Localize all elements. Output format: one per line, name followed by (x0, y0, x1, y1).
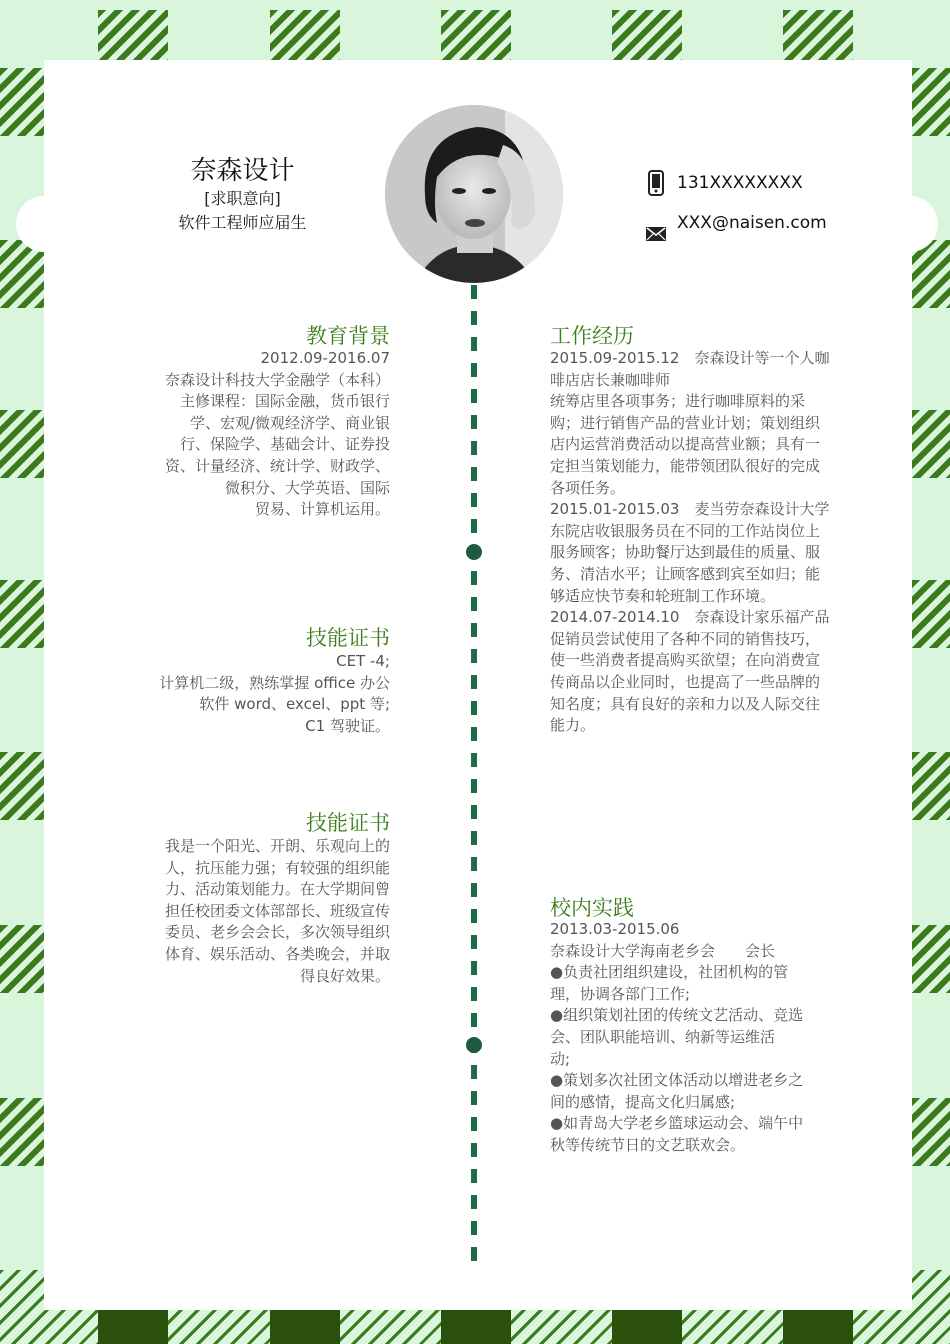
work-line: 定担当策划能力，能带领团队很好的完成 (550, 456, 821, 475)
timeline-line (471, 285, 477, 1270)
education-body (140, 348, 390, 521)
education-line: 资、计量经济、统计学、财政学、 (164, 456, 390, 475)
email-address: XXX@naisen.com (677, 213, 827, 233)
work-line: 服务顾客；协助餐厅达到最佳的质量、服 (550, 543, 821, 562)
self-title: 技能证书 (306, 811, 390, 835)
candidate-name: 奈森设计 (190, 156, 295, 186)
work-line: 东院店收银服务员在不同的工作站岗位上 (550, 521, 821, 540)
campus-line: 动; (550, 1049, 571, 1068)
phone-number: 131XXXXXXXX (677, 173, 803, 193)
campus-line: 秋等传统节日的文艺联欢会。 (550, 1135, 746, 1154)
self-line: 委员、老乡会会长，多次领导组织 (164, 923, 390, 942)
self-line: 人，抗压能力强；有较强的组织能 (164, 858, 390, 877)
job-intent-label: [求职意向] (204, 189, 281, 208)
campus-line: ●如青岛大学老乡篮球运动会、端午中 (550, 1114, 804, 1133)
timeline-dot (466, 544, 482, 560)
skills-body (140, 651, 390, 737)
education-line: 奈森设计科技大学金融学（本科） (164, 370, 390, 389)
work-line: 购；进行销售产品的营业计划；策划组织 (550, 413, 821, 432)
timeline-dot (466, 1037, 482, 1053)
campus-line: ●组织策划社团的传统文艺活动、竞选 (550, 1006, 804, 1025)
self-line: 担任校团委文体部部长、班级宣传 (164, 901, 390, 920)
work-line: 2015.09-2015.12 奈森设计等一个人咖 (550, 349, 830, 367)
work-line: 2015.01-2015.03 麦当劳奈森设计大学 (550, 500, 830, 519)
education-line: 主修课程：国际金融，货币银行 (179, 392, 390, 411)
campus-line: ●策划多次社团文体活动以增进老乡之 (550, 1071, 804, 1090)
campus-line: ●负责社团组织建设，社团机构的管 (550, 963, 789, 982)
education-line: 学、宏观/微观经济学、商业银 (189, 413, 390, 432)
self-line: 体育、娱乐活动、各类晚会，并取 (164, 944, 390, 963)
work-line: 务、清洁水平；让顾客感到宾至如归；能 (550, 564, 821, 583)
work-line: 促销员尝试使用了各种不同的销售技巧， (550, 629, 821, 648)
email-icon (645, 227, 667, 241)
skills-line: C1 驾驶证。 (305, 716, 390, 735)
work-line: 啡店店长兼咖啡师 (550, 370, 671, 389)
job-intent-value: 软件工程师应届生 (178, 213, 307, 232)
work-title: 工作经历 (550, 324, 634, 348)
campus-title: 校内实践 (550, 896, 634, 920)
campus-line: 理，协调各部门工作; (550, 984, 691, 1003)
phone-icon (645, 170, 667, 196)
work-line: 传商品以企业同时，也提高了一些品牌的 (550, 672, 821, 691)
skills-line: 软件 word、excel、ppt 等; (199, 695, 390, 714)
skills-title: 技能证书 (306, 626, 390, 650)
email-row (645, 205, 827, 241)
work-line: 能力。 (550, 716, 596, 735)
work-line: 使一些消费者提高购买欲望；在向消费宣 (550, 651, 821, 670)
education-line: 微积分、大学英语、国际 (224, 478, 390, 497)
self-line: 我是一个阳光、开朗、乐观向上的 (164, 837, 390, 855)
skills-line: 计算机二级，熟练掌握 office 办公 (159, 673, 390, 692)
work-line: 够适应快节奏和轮班制工作环境。 (550, 586, 776, 605)
campus-line: 间的感情，提高文化归属感; (550, 1092, 736, 1111)
self-body (140, 836, 390, 987)
work-line: 店内运营消费活动以提高营业额；具有一 (550, 435, 821, 454)
education-line: 行、保险学、基础会计、证券投 (179, 435, 390, 454)
skills-line: CET -4; (336, 652, 390, 670)
campus-period: 2013.03-2015.06 (550, 920, 680, 938)
avatar (385, 105, 563, 283)
education-period: 2012.09-2016.07 (260, 349, 390, 367)
right-notch (882, 196, 938, 252)
education-line: 贸易、计算机运用。 (254, 500, 390, 519)
education-title: 教育背景 (306, 324, 390, 348)
work-line: 知名度；具有良好的亲和力以及人际交往 (550, 694, 821, 713)
work-line: 统筹店里各项事务；进行咖啡原料的采 (550, 392, 806, 411)
left-notch (16, 196, 72, 252)
work-line: 2014.07-2014.10 奈森设计家乐福产品 (550, 608, 830, 627)
campus-line: 奈森设计大学海南老乡会 会长 (550, 941, 776, 960)
campus-body (550, 919, 840, 1157)
campus-line: 会、团队职能培训、纳新等运维活 (550, 1027, 776, 1046)
self-line: 得良好效果。 (299, 966, 390, 985)
self-line: 力、活动策划能力。在大学期间曾 (164, 880, 390, 899)
work-line: 各项任务。 (550, 478, 626, 497)
phone-row (645, 170, 803, 196)
job-intent (150, 187, 335, 235)
work-body (550, 348, 850, 737)
